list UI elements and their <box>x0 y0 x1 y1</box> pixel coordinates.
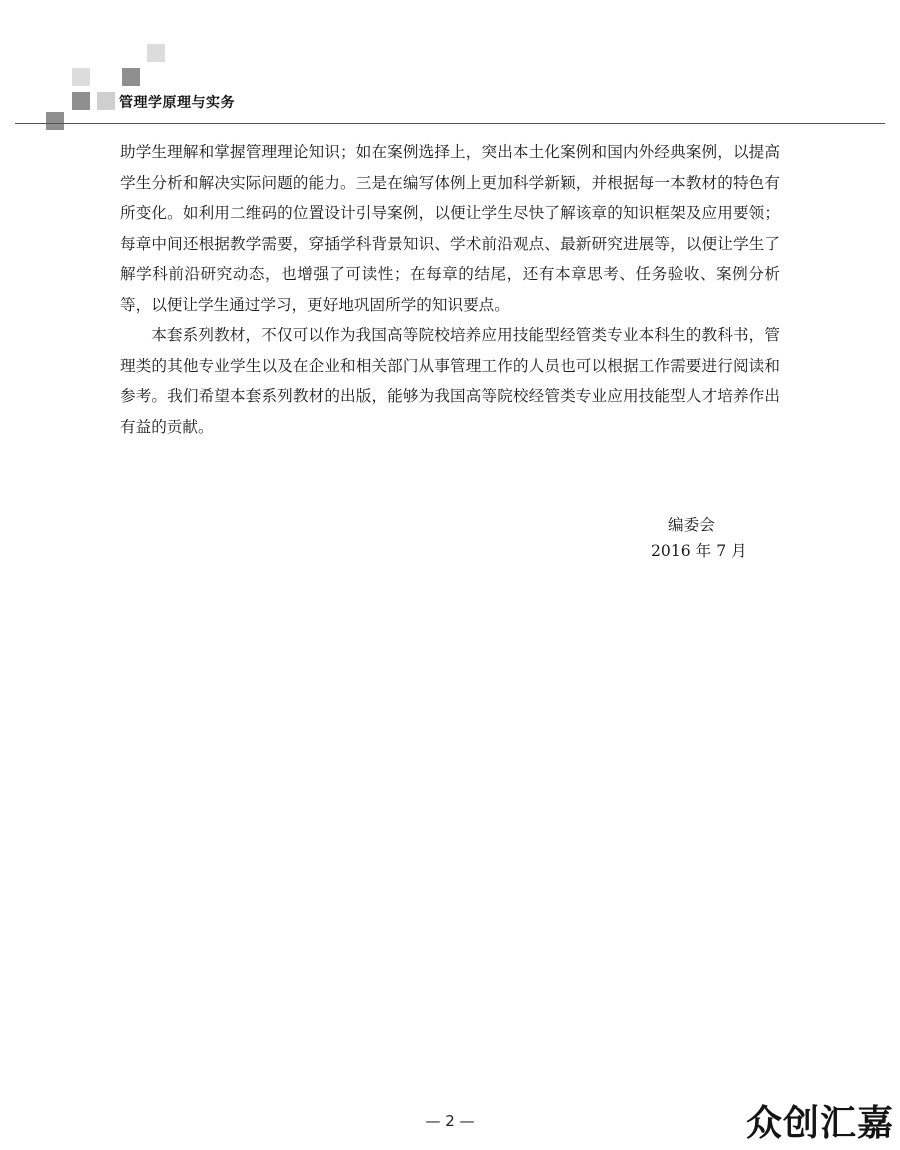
header-decoration <box>0 0 900 140</box>
deco-square <box>97 92 115 110</box>
header-rule <box>15 123 885 124</box>
page-number: — 2 — <box>425 1112 475 1130</box>
body-text <box>120 137 780 442</box>
deco-square <box>46 112 64 130</box>
watermark-logo: 众创汇嘉 <box>745 1103 894 1144</box>
signoff <box>600 512 800 564</box>
deco-square <box>147 44 165 62</box>
deco-square <box>72 92 90 110</box>
running-header-title: 管理学原理与实务 <box>119 95 235 111</box>
deco-square <box>72 68 90 86</box>
paragraph-1: 助学生理解和掌握管理理论知识；如在案例选择上，突出本土化案例和国内外经典案例，以提高学生分析和解决实际问题的能力。三是在编写体例上更加科学新颖，并根据每一本教材的特色有所变化。如利用二维码的位置设计引导案例，以便让学生尽快了解该章的知识框架及应用要领；每章中间还根据教学需要，穿插学科背景知识、学术前沿观点、最新研究进展等，以便让学生了解学科前沿研究动态，也增强了可读性；在每章的结尾，还有本章思考、任务验收、案例分析等，以便让学生通过学习，更好地巩固所学的知识要点。 <box>120 143 780 314</box>
deco-square <box>122 68 140 86</box>
signoff-author: 编委会 <box>668 516 715 534</box>
paragraph-2: 本套系列教材，不仅可以作为我国高等院校培养应用技能型经管类专业本科生的教科书，管理类的其他专业学生以及在企业和相关部门从事管理工作的人员也可以根据工作需要进行阅读和参考。我们希望本套系列教材的出版，能够为我国高等院校经管类专业应用技能型人才培养作出有益的贡献。 <box>120 326 780 436</box>
signoff-date: 2016 年 7 月 <box>651 542 747 560</box>
